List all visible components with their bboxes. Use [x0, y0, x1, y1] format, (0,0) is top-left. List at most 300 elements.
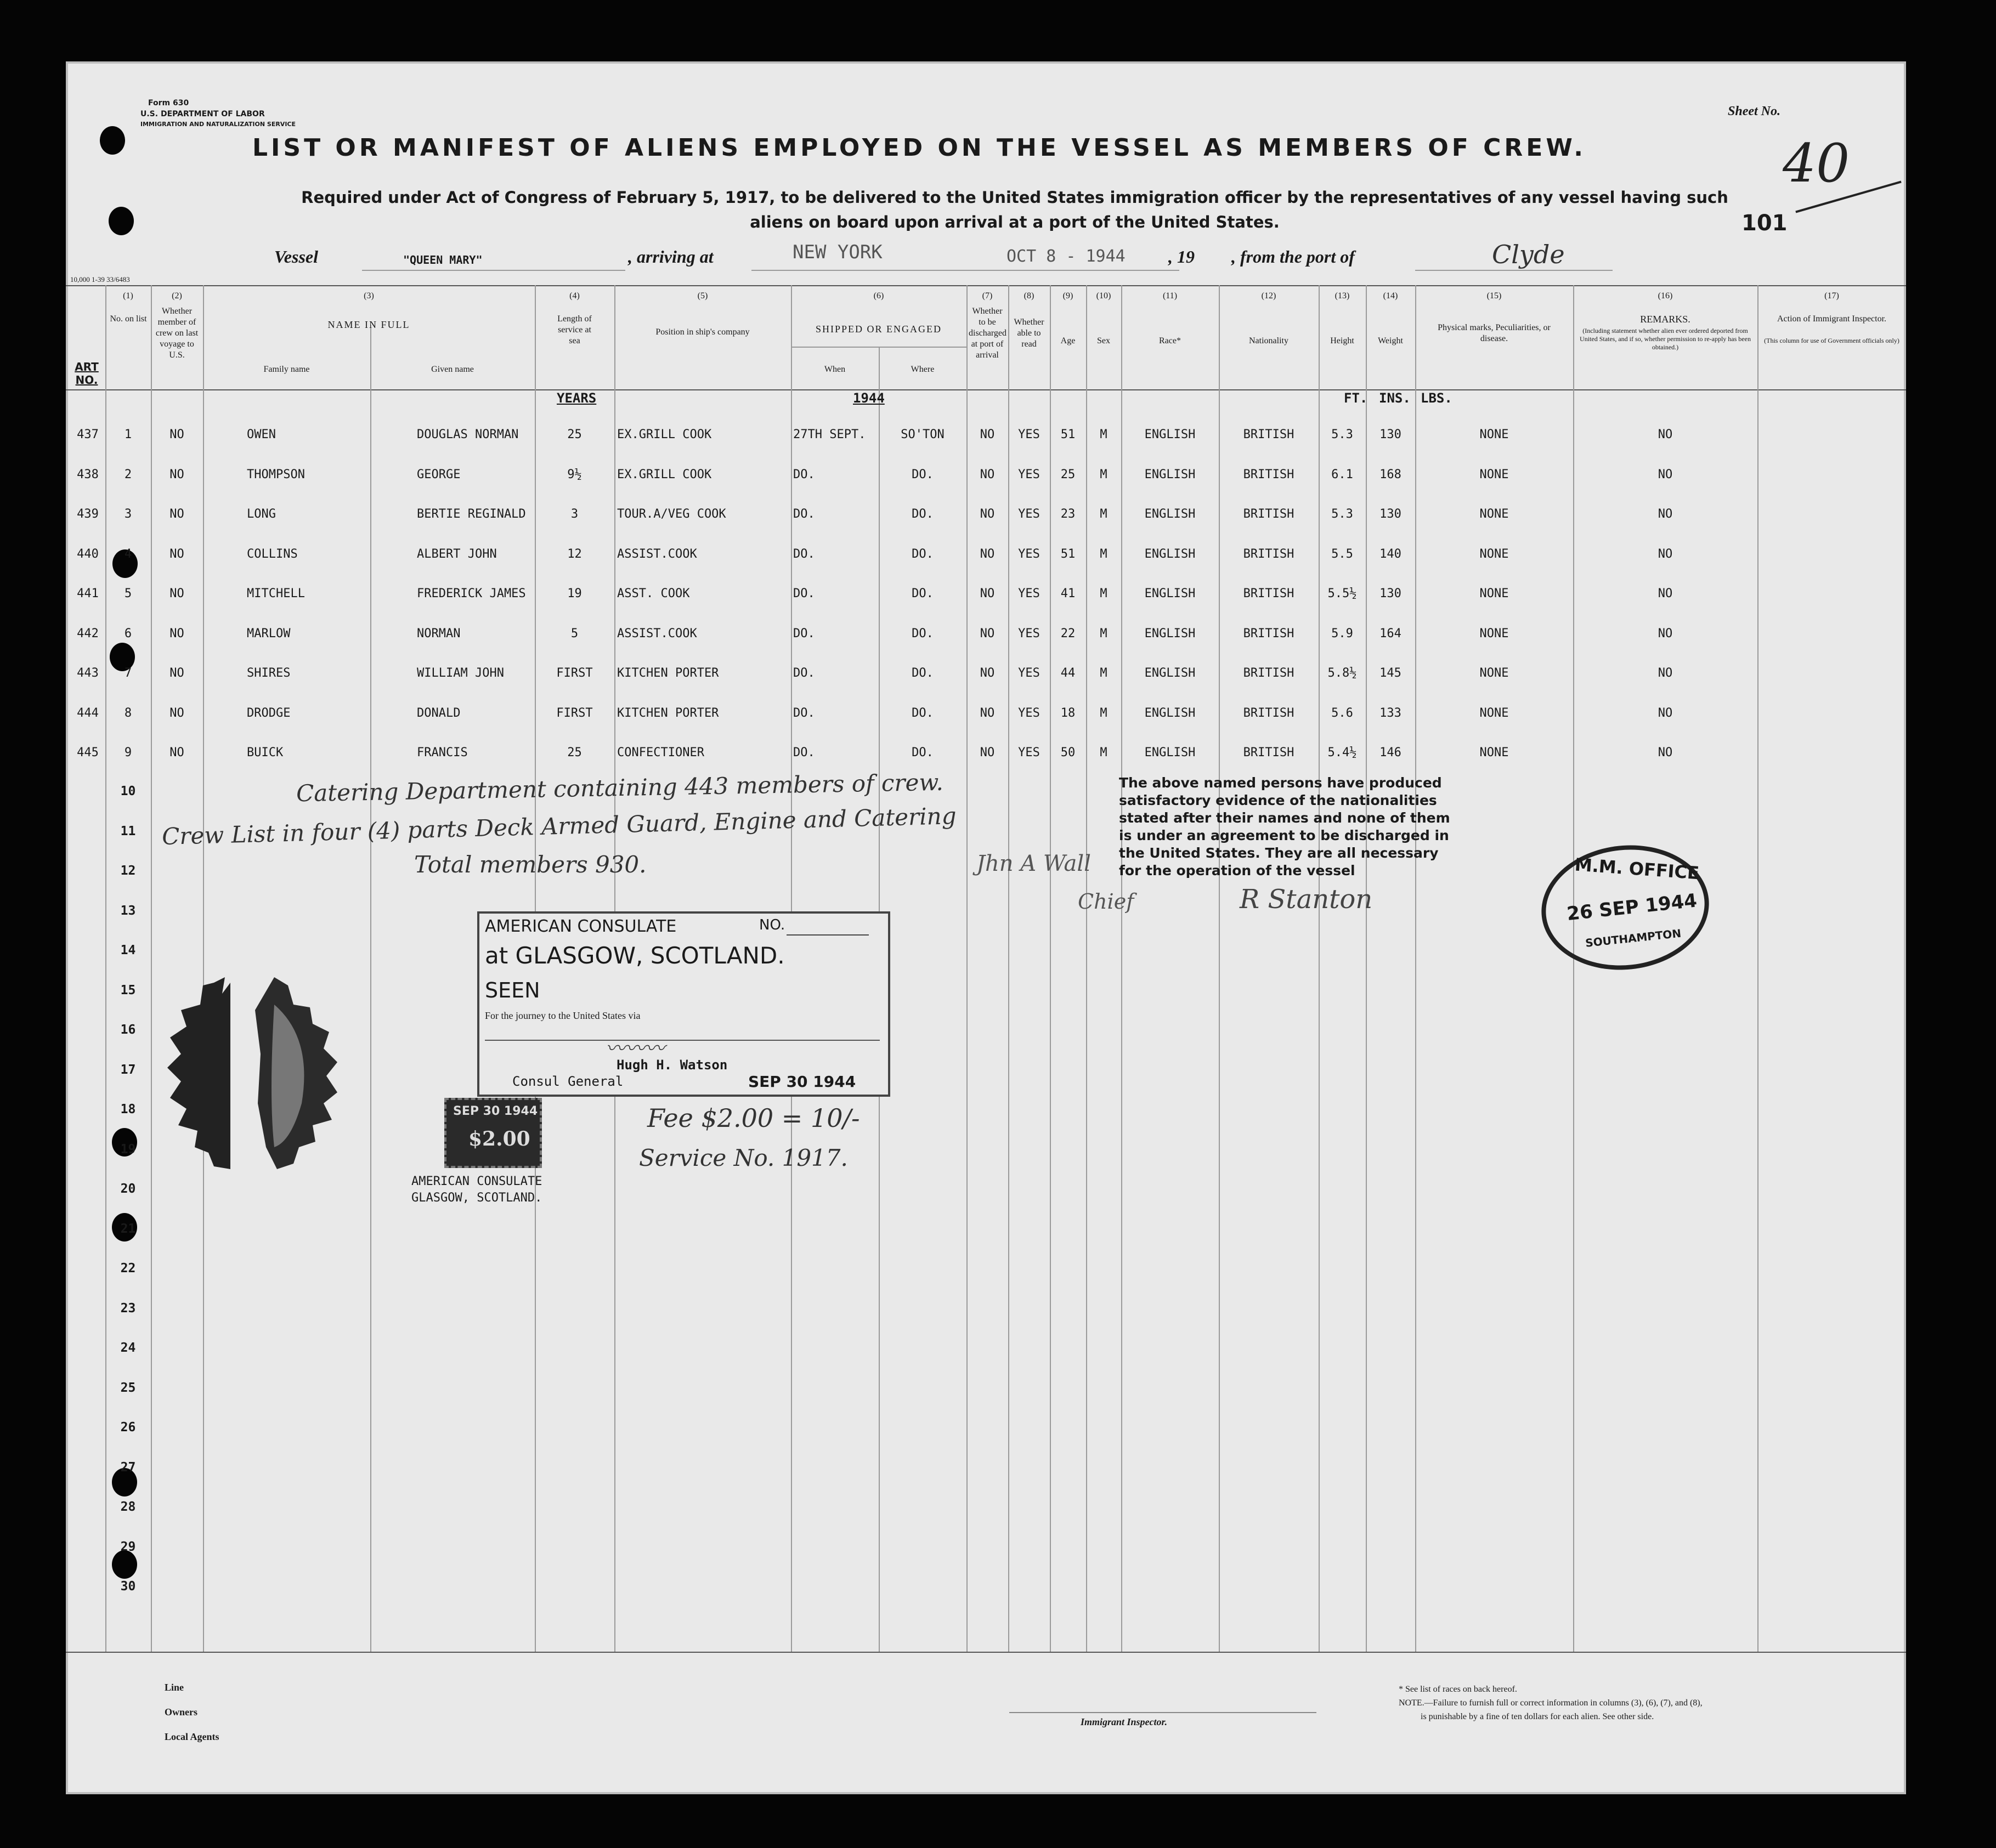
cell-list-number: 5 [124, 587, 132, 600]
declaration-line: is under an agreement to be discharged in [1119, 827, 1449, 843]
col-header-8-num: (8) [1024, 291, 1034, 301]
cell-shipped-when: DO. [793, 467, 815, 481]
cell-family-name: OWEN [247, 428, 276, 441]
cell-nationality: BRITISH [1243, 626, 1294, 640]
cell-family-name: DRODGE [247, 706, 291, 720]
consulate-journey-line [485, 1040, 880, 1041]
from-port-label: , from the port of [1231, 247, 1355, 267]
declaration-line: satisfactory evidence of the nationalities [1119, 792, 1437, 808]
consul-signature: 〰〰〰 [606, 1038, 665, 1060]
year-label: , 19 [1168, 247, 1195, 267]
cell-shipped-where: DO. [912, 587, 934, 600]
cell-art-number: 442 [77, 626, 99, 640]
cell-given-name: GEORGE [417, 467, 461, 481]
footer-owners-label: Owners [165, 1707, 197, 1717]
cell-height: 5.5 [1331, 547, 1353, 561]
cell-height: 5.6 [1331, 706, 1353, 720]
cell-able-to-read: YES [1018, 467, 1040, 481]
cell-physical-marks: NONE [1479, 467, 1509, 481]
cell-crew-last-voyage: NO [169, 428, 184, 441]
cell-position: TOUR.A/VEG COOK [617, 507, 726, 521]
consul-name: Hugh H. Watson [617, 1057, 728, 1073]
mm-office-stamp [1535, 837, 1715, 978]
consular-fee: Fee $2.00 = 10/- [647, 1103, 860, 1133]
cell-family-name: LONG [247, 507, 276, 521]
department-name: U.S. DEPARTMENT OF LABOR [140, 110, 265, 118]
cell-shipped-where: DO. [912, 507, 934, 521]
col-rule [1573, 285, 1574, 1652]
cell-shipped-where: DO. [912, 746, 934, 759]
row-number: 22 [120, 1261, 136, 1276]
service-name: IMMIGRATION AND NATURALIZATION SERVICE [140, 121, 296, 128]
footer-agents-label: Local Agents [165, 1731, 219, 1742]
cell-position: CONFECTIONER [617, 746, 704, 759]
cell-physical-marks: NONE [1479, 666, 1509, 680]
cell-physical-marks: NONE [1479, 428, 1509, 441]
row-number: 14 [120, 943, 136, 957]
cell-list-number: 6 [124, 626, 132, 640]
cell-race: ENGLISH [1144, 547, 1196, 561]
cell-height: 5.8½ [1327, 666, 1357, 680]
cell-able-to-read: YES [1018, 706, 1040, 720]
cell-height: 5.5½ [1327, 587, 1357, 600]
col-rule [1219, 285, 1220, 1652]
cell-race: ENGLISH [1144, 587, 1196, 600]
col-header-3-num: (3) [364, 291, 374, 301]
cell-height: 6.1 [1331, 467, 1353, 481]
declaration-line: for the operation of the vessel [1119, 863, 1355, 878]
cell-weight: 130 [1379, 587, 1401, 600]
col-header-9: Age [1060, 336, 1076, 345]
cell-list-number: 3 [124, 507, 132, 521]
cell-family-name: THOMPSON [247, 467, 305, 481]
manifest-subtitle-line2: aliens on board upon arrival at a port of the United States. [750, 213, 1280, 231]
cell-service-length: 5 [570, 626, 579, 640]
mm-office-stamp-bottom: SOUTHAMPTON [1585, 926, 1682, 950]
row-number: 10 [120, 784, 136, 798]
vessel-name: "QUEEN MARY" [403, 253, 483, 267]
cell-service-length: 25 [567, 746, 582, 759]
declaration-line: The above named persons have produced [1119, 775, 1442, 791]
page-number: 101 [1741, 211, 1788, 236]
cell-shipped-when: DO. [793, 507, 815, 521]
cell-art-number: 438 [77, 467, 99, 481]
arriving-underline [751, 270, 1020, 271]
cell-sex: M [1100, 587, 1107, 600]
col-header-1-num: (1) [123, 291, 133, 301]
cell-family-name: COLLINS [247, 547, 298, 561]
cell-age: 41 [1060, 587, 1076, 600]
cell-given-name: BERTIE REGINALD [417, 507, 526, 521]
seal-left-half [167, 977, 230, 1169]
cell-art-number: 444 [77, 706, 99, 720]
row-number: 27 [120, 1460, 136, 1475]
cell-able-to-read: YES [1018, 587, 1040, 600]
declaration-line: stated after their names and none of them [1119, 810, 1450, 826]
cell-discharged: NO [980, 746, 995, 759]
col-rule [370, 325, 371, 1652]
col-rule [1757, 285, 1758, 1652]
cell-shipped-when: DO. [793, 706, 815, 720]
cell-shipped-when: DO. [793, 587, 815, 600]
cell-discharged: NO [980, 666, 995, 680]
col-header-17-num: (17) [1824, 291, 1839, 301]
row-number: 26 [120, 1420, 136, 1435]
cell-shipped-when: DO. [793, 626, 815, 640]
second-signature: R Stanton [1240, 884, 1373, 915]
cell-race: ENGLISH [1144, 467, 1196, 481]
cell-sex: M [1100, 746, 1107, 759]
cell-nationality: BRITISH [1243, 467, 1294, 481]
col-header-1: No. on list [110, 314, 147, 324]
cell-sex: M [1100, 507, 1107, 521]
cell-able-to-read: YES [1018, 746, 1040, 759]
col-header-15-num: (15) [1486, 291, 1502, 301]
cell-race: ENGLISH [1144, 428, 1196, 441]
cell-discharged: NO [980, 467, 995, 481]
handwritten-catering-note: Catering Department containing 443 members of crew. [296, 768, 944, 807]
cell-shipped-when: 27TH SEPT. [793, 428, 866, 441]
master-signature-title: Chief [1078, 889, 1134, 914]
col-rule [1050, 285, 1051, 1652]
cell-physical-marks: NONE [1479, 587, 1509, 600]
cell-age: 22 [1060, 626, 1076, 640]
col-header-6-where: Where [911, 365, 935, 374]
service-number: Service No. 1917. [639, 1144, 848, 1171]
vessel-label: Vessel [274, 247, 318, 267]
row-number: 17 [120, 1062, 136, 1077]
col-rule [1086, 285, 1087, 1652]
cell-weight: 145 [1379, 666, 1401, 680]
cell-race: ENGLISH [1144, 666, 1196, 680]
cell-weight: 133 [1379, 706, 1401, 720]
revenue-caption-2: GLASGOW, SCOTLAND. [411, 1191, 542, 1205]
cell-nationality: BRITISH [1243, 428, 1294, 441]
cell-discharged: NO [980, 507, 995, 521]
col-rule [1366, 285, 1367, 1652]
col-header-4-num: (4) [569, 291, 580, 301]
cell-service-length: 12 [567, 547, 582, 561]
col-header-11: Race* [1159, 336, 1181, 345]
cell-age: 51 [1060, 547, 1076, 561]
row-number: 19 [120, 1142, 136, 1157]
cell-remarks: NO [1658, 706, 1673, 720]
cell-weight: 130 [1379, 507, 1401, 521]
col-header-16-num: (16) [1658, 291, 1673, 301]
cell-position: KITCHEN PORTER [617, 666, 719, 680]
revenue-stamp-date: SEP 30 1944 [453, 1104, 538, 1118]
cell-list-number: 8 [124, 706, 132, 720]
cell-discharged: NO [980, 626, 995, 640]
vessel-underline [362, 270, 625, 271]
row-number: 11 [120, 824, 136, 838]
cell-family-name: SHIRES [247, 666, 291, 680]
cell-race: ENGLISH [1144, 626, 1196, 640]
col-header-6-num: (6) [873, 291, 884, 301]
footer-note-penalty-2: is punishable by a fine of ten dollars for each alien. See other side. [1421, 1712, 1654, 1721]
cell-position: KITCHEN PORTER [617, 706, 719, 720]
embossed-seal [148, 961, 357, 1180]
col-header-14: Weight [1378, 336, 1403, 345]
col-rule [1319, 285, 1320, 1652]
cell-physical-marks: NONE [1479, 706, 1509, 720]
cell-weight: 146 [1379, 746, 1401, 759]
footer-note-penalty-1: NOTE.—Failure to furnish full or correct information in columns (3), (6), (7), and (8), [1399, 1698, 1703, 1708]
row-number: 18 [120, 1102, 136, 1116]
cell-crew-last-voyage: NO [169, 467, 184, 481]
master-signature: Jhn A Wall [976, 851, 1091, 876]
cell-shipped-where: DO. [912, 706, 934, 720]
cell-art-number: 441 [77, 587, 99, 600]
cell-physical-marks: NONE [1479, 626, 1509, 640]
binder-hole [109, 207, 134, 235]
cell-given-name: FREDERICK JAMES [417, 587, 526, 600]
col-rule [1415, 285, 1416, 1652]
cell-service-length: 19 [567, 587, 582, 600]
binder-hole [112, 1550, 137, 1579]
cell-list-number: 9 [124, 746, 132, 759]
cell-sex: M [1100, 428, 1107, 441]
cell-weight: 130 [1379, 428, 1401, 441]
col-header-13-num: (13) [1335, 291, 1350, 301]
cell-shipped-when: DO. [793, 547, 815, 561]
cell-able-to-read: YES [1018, 666, 1040, 680]
cell-race: ENGLISH [1144, 746, 1196, 759]
cell-remarks: NO [1658, 587, 1673, 600]
cell-position: ASSIST.COOK [617, 626, 697, 640]
mm-office-stamp-date: 26 SEP 1944 [1565, 889, 1698, 926]
date-underline [998, 270, 1179, 271]
cell-position: EX.GRILL COOK [617, 467, 712, 481]
consulate-no-line [787, 934, 869, 936]
col-header-15: Physical marks, Peculiarities, or disease. [1438, 323, 1551, 343]
cell-discharged: NO [980, 547, 995, 561]
cell-given-name: FRANCIS [417, 746, 468, 759]
cell-list-number: 1 [124, 428, 132, 441]
row-number: 12 [120, 864, 136, 878]
cell-sex: M [1100, 626, 1107, 640]
units-years: YEARS [557, 390, 597, 406]
cell-list-number: 7 [124, 666, 132, 680]
col-header-2-num: (2) [172, 291, 182, 301]
sheet-number: 40 [1783, 133, 1850, 194]
cell-shipped-where: DO. [912, 626, 934, 640]
cell-able-to-read: YES [1018, 626, 1040, 640]
row-number: 15 [120, 983, 136, 997]
from-port: Clyde [1492, 240, 1565, 269]
cell-position: EX.GRILL COOK [617, 428, 712, 441]
cell-sex: M [1100, 467, 1107, 481]
col-header-6-when: When [824, 365, 846, 374]
col-header-7: Whether to be discharged at port of arrival [969, 307, 1007, 360]
manifest-title: LIST OR MANIFEST OF ALIENS EMPLOYED ON THE VESSEL AS MEMBERS OF CREW. [252, 134, 1587, 162]
handwritten-total-note: Total members 930. [414, 851, 647, 878]
mm-office-stamp-top: M.M. OFFICE [1574, 854, 1700, 884]
cell-age: 18 [1060, 706, 1076, 720]
cell-age: 44 [1060, 666, 1076, 680]
handwritten-crew-list-note: Crew List in four (4) parts Deck Armed Guard, Engine and Catering [161, 802, 957, 850]
col-header-12-num: (12) [1261, 291, 1276, 301]
col-header-3: NAME IN FULL [327, 319, 410, 330]
cell-age: 23 [1060, 507, 1076, 521]
cell-crew-last-voyage: NO [169, 746, 184, 759]
cell-shipped-when: DO. [793, 746, 815, 759]
cell-position: ASST. COOK [617, 587, 690, 600]
declaration-text [1119, 774, 1465, 880]
cell-service-length: 9½ [567, 467, 582, 481]
row-number: 29 [120, 1539, 136, 1554]
cell-nationality: BRITISH [1243, 547, 1294, 561]
cell-height: 5.4½ [1327, 746, 1357, 759]
row-number: 28 [120, 1500, 136, 1514]
cell-weight: 168 [1379, 467, 1401, 481]
cell-nationality: BRITISH [1243, 746, 1294, 759]
row-number: 21 [120, 1221, 136, 1236]
cell-service-length: 25 [567, 428, 582, 441]
cell-nationality: BRITISH [1243, 507, 1294, 521]
cell-crew-last-voyage: NO [169, 706, 184, 720]
cell-crew-last-voyage: NO [169, 626, 184, 640]
cell-art-number: 443 [77, 666, 99, 680]
cell-remarks: NO [1658, 666, 1673, 680]
cell-physical-marks: NONE [1479, 507, 1509, 521]
consulate-no-label: NO. [759, 917, 785, 933]
arriving-port: NEW YORK [793, 241, 883, 263]
cell-remarks: NO [1658, 507, 1673, 521]
col-header-17-note: (This column for use of Government officials only) [1764, 337, 1899, 344]
col-header-16-note: (Including statement whether alien ever ordered deported from United States, and if so, whether permission to re-apply has been obtained.) [1580, 327, 1751, 351]
cell-age: 25 [1060, 467, 1076, 481]
cell-able-to-read: YES [1018, 428, 1040, 441]
units-year-shipped: 1944 [853, 390, 885, 406]
cell-art-number: 440 [77, 547, 99, 561]
cell-art-number: 445 [77, 746, 99, 759]
col-header-5-num: (5) [697, 291, 708, 301]
arrival-date: OCT 8 - 1944 [1007, 247, 1126, 266]
col-header-9-num: (9) [1062, 291, 1073, 301]
form-number: Form 630 [148, 99, 189, 107]
revenue-caption-1: AMERICAN CONSULATE [411, 1175, 542, 1188]
cell-crew-last-voyage: NO [169, 587, 184, 600]
cell-shipped-where: DO. [912, 467, 934, 481]
col-header-11-num: (11) [1162, 291, 1178, 301]
cell-given-name: ALBERT JOHN [417, 547, 497, 561]
cell-able-to-read: YES [1018, 547, 1040, 561]
cell-given-name: DOUGLAS NORMAN [417, 428, 519, 441]
cell-nationality: BRITISH [1243, 587, 1294, 600]
table-top-border [66, 285, 1906, 286]
cell-shipped-where: SO'TON [901, 428, 945, 441]
cell-shipped-where: DO. [912, 547, 934, 561]
footer-line-label: Line [165, 1682, 184, 1693]
cell-weight: 140 [1379, 547, 1401, 561]
consulate-seen: SEEN [485, 978, 540, 1002]
manifest-sheet [66, 61, 1906, 1794]
cell-weight: 164 [1379, 626, 1401, 640]
units-ft: FT. [1344, 390, 1368, 406]
cell-remarks: NO [1658, 746, 1673, 759]
col-header-16: REMARKS. [1640, 314, 1690, 325]
cell-remarks: NO [1658, 467, 1673, 481]
cell-able-to-read: YES [1018, 507, 1040, 521]
cell-service-length: FIRST [556, 666, 593, 680]
consulate-journey: For the journey to the United States via [485, 1010, 641, 1021]
col-header-7-num: (7) [982, 291, 993, 301]
footer-inspector-line [1009, 1712, 1316, 1713]
row-number: 30 [120, 1579, 136, 1594]
cell-nationality: BRITISH [1243, 666, 1294, 680]
units-ins: INS. [1379, 390, 1411, 406]
revenue-stamp [444, 1098, 542, 1168]
col-header-13: Height [1330, 336, 1354, 345]
consulate-location: at GLASGOW, SCOTLAND. [485, 942, 785, 969]
col-header-4: Length of service at sea [557, 314, 592, 345]
row-number: 23 [120, 1301, 136, 1316]
col-rule [1121, 285, 1122, 1652]
cell-art-number: 437 [77, 428, 99, 441]
footer-note-races: * See list of races on back hereof. [1399, 1685, 1517, 1694]
col-header-2: Whether member of crew on last voyage to U.S. [155, 307, 199, 360]
cell-list-number: 4 [124, 547, 132, 561]
col-rule [105, 285, 106, 1652]
cell-height: 5.9 [1331, 626, 1353, 640]
from-port-underline [1415, 270, 1613, 271]
col-header-10-num: (10) [1096, 291, 1111, 301]
cell-family-name: MITCHELL [247, 587, 305, 600]
cell-service-length: FIRST [556, 706, 593, 720]
cell-position: ASSIST.COOK [617, 547, 697, 561]
cell-remarks: NO [1658, 626, 1673, 640]
consulate-header: AMERICAN CONSULATE [485, 917, 677, 936]
cell-sex: M [1100, 706, 1107, 720]
row-number: 16 [120, 1023, 136, 1037]
footer-inspector-label: Immigrant Inspector. [1081, 1716, 1168, 1727]
cell-height: 5.3 [1331, 428, 1353, 441]
col-header-8: Whether able to read [1014, 318, 1044, 349]
cell-list-number: 2 [124, 467, 132, 481]
cell-given-name: WILLIAM JOHN [417, 666, 504, 680]
col-rule [1008, 285, 1009, 1652]
col-rule [966, 285, 968, 1652]
cell-remarks: NO [1658, 547, 1673, 561]
row-number: 13 [120, 903, 136, 918]
cell-age: 51 [1060, 428, 1076, 441]
col-header-10: Sex [1097, 336, 1110, 345]
cell-given-name: DONALD [417, 706, 461, 720]
cell-physical-marks: NONE [1479, 547, 1509, 561]
cell-height: 5.3 [1331, 507, 1353, 521]
row-number: 20 [120, 1182, 136, 1196]
cell-race: ENGLISH [1144, 706, 1196, 720]
cell-service-length: 3 [570, 507, 579, 521]
col-header-3-family: Family name [263, 365, 310, 374]
cell-physical-marks: NONE [1479, 746, 1509, 759]
consul-title: Consul General [512, 1074, 624, 1089]
manifest-subtitle-line1: Required under Act of Congress of February 5, 1917, to be delivered to the United States immigration officer by the representatives of any vessel having such [301, 188, 1728, 207]
col-header-12: Nationality [1249, 336, 1288, 345]
cell-race: ENGLISH [1144, 507, 1196, 521]
declaration-line: the United States. They are all necessary [1119, 845, 1439, 861]
cell-age: 50 [1060, 746, 1076, 759]
cell-sex: M [1100, 547, 1107, 561]
col-header-3-given: Given name [431, 365, 474, 374]
cell-given-name: NORMAN [417, 626, 461, 640]
cell-art-number: 439 [77, 507, 99, 521]
cell-family-name: BUICK [247, 746, 284, 759]
col-header-17: Action of Immigrant Inspector. [1777, 314, 1887, 324]
row-number: 25 [120, 1380, 136, 1395]
arriving-label: , arriving at [628, 247, 714, 267]
